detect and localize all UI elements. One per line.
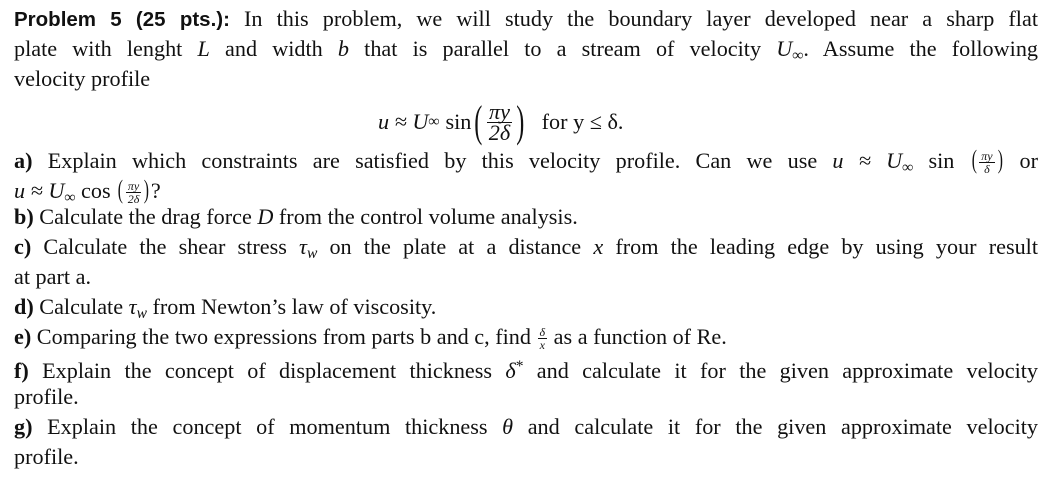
problem-heading: Problem 5 (25 pts.): xyxy=(14,8,230,31)
part-a-alt2-func: cos xyxy=(75,178,111,203)
part-g-line-1 xyxy=(14,412,1038,442)
part-c-tau-sub: w xyxy=(306,244,318,262)
part-a-alt2-den: 2δ xyxy=(127,192,140,207)
part-f-text-1: Explain the concept of displacement thickness xyxy=(28,357,506,383)
part-g-text-1: Explain the concept of momentum thickness xyxy=(32,414,503,439)
part-a-alt1-func: sin xyxy=(913,148,955,173)
part-a-alt2-lparen: ( xyxy=(117,175,124,204)
part-e-text-1: Comparing the two expressions from parts b and c, find xyxy=(31,324,537,349)
equation-lhs: u ≈ U xyxy=(378,109,429,134)
width-variable: b xyxy=(337,36,349,61)
part-c-label: c) xyxy=(14,234,32,259)
part-f-delta: δ xyxy=(505,357,516,383)
part-e-text-2: as a function of Re. xyxy=(548,324,727,349)
drag-force-variable: D xyxy=(257,204,274,229)
intro-line-1 xyxy=(14,4,1038,34)
part-f-text-2: and calculate it for the given approximate velocity xyxy=(523,357,1038,383)
equation-function: sin xyxy=(445,109,472,134)
part-c-text-4: at part a. xyxy=(14,264,91,289)
intro-text-3: velocity profile xyxy=(14,66,151,91)
intro-line-3 xyxy=(14,64,1038,94)
intro-text-2a: plate with lenght xyxy=(14,36,198,61)
part-d-tau: τ xyxy=(128,294,137,319)
part-c-x: x xyxy=(593,234,604,259)
part-a-text-1: Explain which constraints are satisfied by this velocity profile. Can we use xyxy=(32,148,833,173)
part-a-alt1-num: πy xyxy=(981,149,993,164)
part-b-text-2: from the control volume analysis. xyxy=(273,204,578,229)
part-c-line-1 xyxy=(14,232,1038,262)
part-e-line xyxy=(14,322,1038,352)
part-b-text-1: Calculate the drag force xyxy=(33,204,258,229)
part-e-fraction xyxy=(538,326,548,351)
part-c-line-2 xyxy=(14,262,1038,292)
part-a-alt1-sub: ∞ xyxy=(902,158,914,176)
part-a-alt1-lhs: u ≈ U xyxy=(832,148,903,173)
part-c-tau: τ xyxy=(299,234,307,259)
equation-condition: for y ≤ δ. xyxy=(541,109,624,134)
intro-line-2 xyxy=(14,34,1038,64)
part-a-alt1-fraction xyxy=(979,150,994,175)
part-d-text-2: from Newton’s law of viscosity. xyxy=(146,294,437,319)
left-paren: ( xyxy=(474,97,483,146)
part-g-label: g) xyxy=(14,414,33,439)
part-f-text-3: profile. xyxy=(14,384,79,409)
part-a-alt2-lhs: u ≈ U xyxy=(14,178,65,203)
problem-document xyxy=(14,4,1038,472)
equation-lhs-subscript: ∞ xyxy=(428,113,440,130)
part-f-label: f) xyxy=(14,357,29,383)
part-e-num: δ xyxy=(539,325,546,340)
part-b-label: b) xyxy=(14,204,34,229)
intro-text-2b: and width xyxy=(209,36,338,61)
right-paren: ) xyxy=(516,97,525,146)
equation-numerator: πy xyxy=(489,98,510,124)
part-a-alt1-lparen: ( xyxy=(971,145,977,174)
part-f-line-1 xyxy=(14,352,1038,382)
part-d-line xyxy=(14,292,1038,322)
part-b-line xyxy=(14,202,1038,232)
intro-text-2d: . Assume the following xyxy=(803,36,1039,61)
intro-text-1: In this problem, we will study the boundary layer developed near a sharp flat xyxy=(229,6,1038,31)
part-e-label: e) xyxy=(14,324,32,349)
part-a-alt1-den: δ xyxy=(984,162,990,177)
part-g-text-3: profile. xyxy=(14,444,79,469)
part-c-text-2: on the plate at a distance xyxy=(317,234,594,259)
part-f-line-2 xyxy=(14,382,1038,412)
part-g-theta: θ xyxy=(502,414,514,439)
part-a-alt2-sub: ∞ xyxy=(64,188,76,206)
part-c-text-1: Calculate the shear stress xyxy=(31,234,299,259)
part-a-question-mark: ? xyxy=(150,178,161,203)
velocity-profile-equation xyxy=(378,97,624,146)
stream-velocity-symbol: U xyxy=(776,36,793,61)
part-a-label: a) xyxy=(14,148,33,173)
part-a-or: or xyxy=(1004,148,1039,173)
part-e-den: x xyxy=(539,338,545,353)
part-a-alt2-num: πy xyxy=(127,179,140,194)
part-d-label: d) xyxy=(14,294,34,319)
part-g-text-2: and calculate it for the given approximate velocity xyxy=(513,414,1038,439)
equation-denominator: 2δ xyxy=(488,119,511,145)
part-a-line-1 xyxy=(14,146,1038,176)
part-a-alt1-rparen: ) xyxy=(997,145,1003,174)
equation-fraction xyxy=(487,98,512,145)
part-d-text-1: Calculate xyxy=(33,294,129,319)
intro-text-2c: that is parallel to a stream of velocity xyxy=(349,36,777,61)
part-c-text-3: from the leading edge by using your result xyxy=(603,234,1039,259)
part-a-alt2-rparen: ) xyxy=(143,175,150,204)
velocity-profile-equation-row xyxy=(14,94,1038,146)
length-variable: L xyxy=(197,36,210,61)
part-d-tau-sub: w xyxy=(136,304,147,322)
stream-velocity-subscript: ∞ xyxy=(792,46,804,64)
part-f-star: * xyxy=(515,358,524,375)
part-a-line-2 xyxy=(14,175,1038,207)
part-g-line-2 xyxy=(14,442,1038,472)
